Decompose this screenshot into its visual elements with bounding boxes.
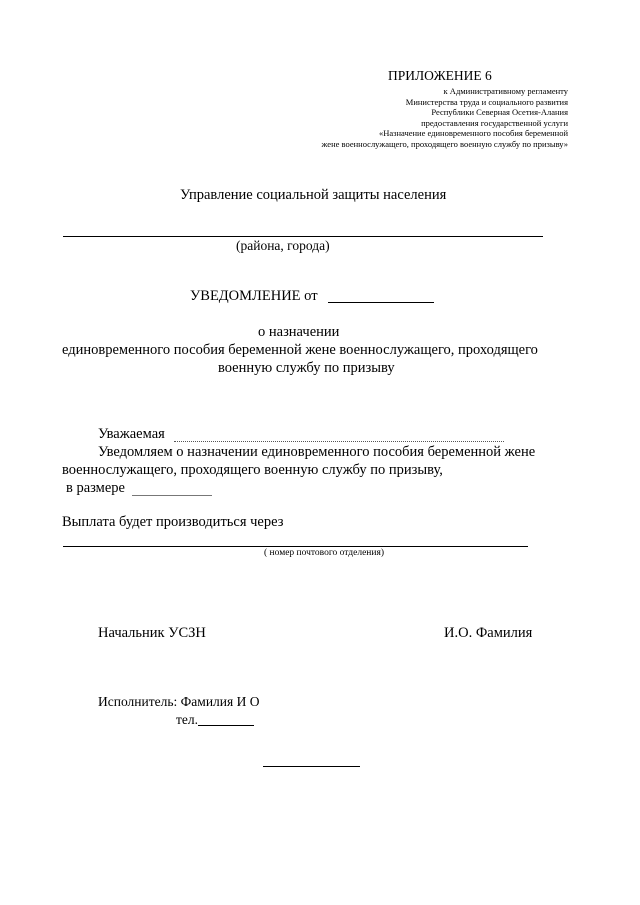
signature-name: И.О. Фамилия <box>444 625 533 641</box>
notice-about-line3: военную службу по призыву <box>218 360 395 376</box>
appendix-line: к Административному регламенту <box>443 86 568 96</box>
appendix-title: ПРИЛОЖЕНИЕ 6 <box>388 68 492 83</box>
bottom-separator <box>263 766 360 767</box>
body-line2: военнослужащего, проходящего военную службу по призыву, <box>62 462 443 478</box>
post-office-line <box>63 546 528 547</box>
appendix-details <box>322 86 568 150</box>
appendix-line: «Назначение единовременного пособия беременной <box>378 128 568 139</box>
signature-position: Начальник УСЗН <box>98 625 206 641</box>
amount-line <box>132 495 212 496</box>
executor-phone-line <box>198 725 254 726</box>
amount-label: в размере <box>66 480 125 496</box>
appendix-line: предоставления государственной услуги <box>421 117 568 128</box>
authority-underline <box>63 236 543 237</box>
appendix-line: Республики Северная Осетия-Алания <box>431 107 568 118</box>
executor-label: Исполнитель: Фамилия И О <box>98 694 260 709</box>
notice-about-line2: единовременного пособия беременной жене военнослужащего, проходящего <box>62 342 538 358</box>
appendix-line: Министерства труда и социального развития <box>405 96 568 107</box>
notice-heading: УВЕДОМЛЕНИЕ от <box>190 288 318 304</box>
recipient-name-line <box>174 441 504 442</box>
notice-about-line1: о назначении <box>258 324 340 340</box>
body-line1: Уведомляем о назначении единовременного пособия беременной жене <box>98 444 536 460</box>
appendix-line: жене военнослужащего, проходящего военную службу по призыву» <box>321 138 568 149</box>
payment-label: Выплата будет производиться через <box>62 514 284 530</box>
notice-date-line <box>328 302 434 303</box>
authority-caption: (района, города) <box>236 238 330 253</box>
salutation: Уважаемая <box>98 426 165 442</box>
executor-phone-label: тел. <box>176 712 199 727</box>
authority-name: Управление социальной защиты населения <box>180 187 447 203</box>
post-office-caption: ( номер почтового отделения) <box>264 548 385 558</box>
